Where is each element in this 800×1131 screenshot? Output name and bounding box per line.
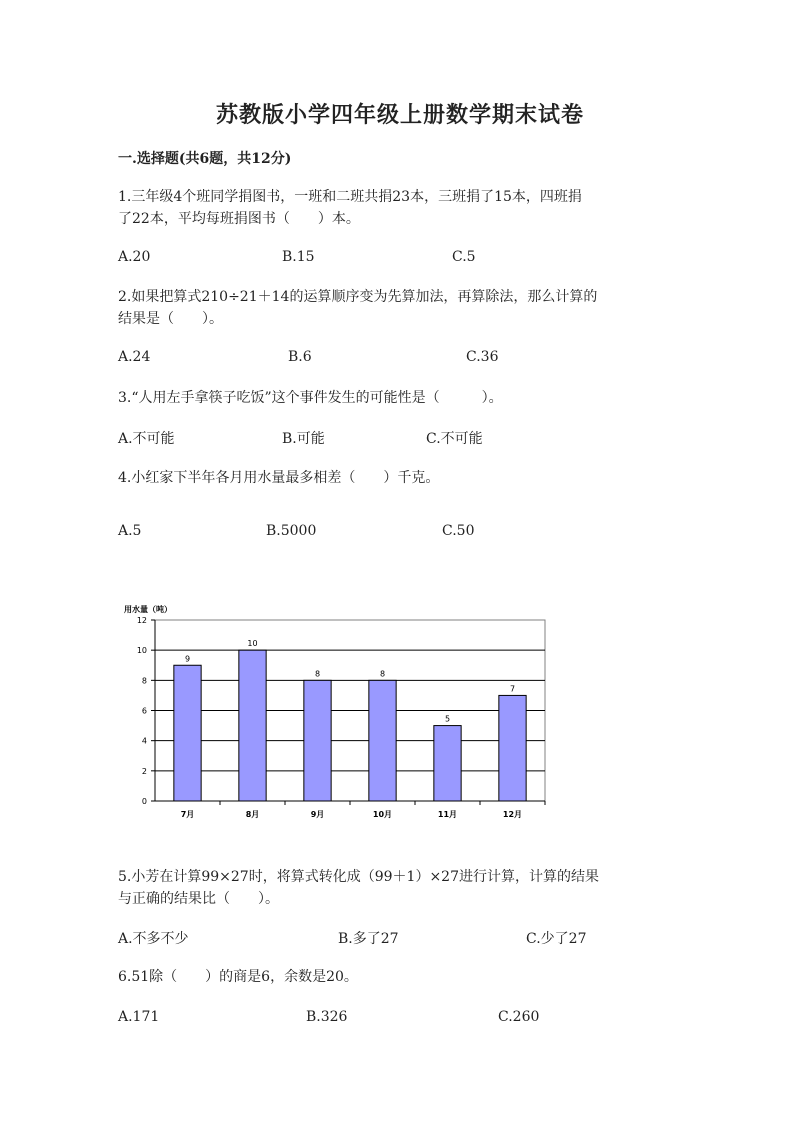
bar [174,665,201,801]
data-label: 7 [509,684,516,694]
question-1-options [118,249,718,269]
data-label: 8 [379,669,386,679]
option-a[interactable]: A.24 [118,349,151,365]
question-text-line: 结果是（ ）。 [118,311,223,327]
option-b[interactable]: B.多了27 [338,931,399,947]
question-4-options [118,523,718,543]
y-tick-label: 10 [136,646,147,656]
question-5 [118,866,678,910]
bar [369,680,396,801]
x-tick-label: 8月 [245,810,260,819]
option-c[interactable]: C.不可能 [426,431,483,447]
bar [304,680,331,801]
option-b[interactable]: B.326 [306,1009,348,1025]
x-tick-label: 10月 [372,810,393,819]
option-a[interactable]: A.不可能 [118,431,175,447]
question-text-line: 1.三年级4个班同学捐图书，一班和二班共捐23本，三班捐了15本，四班捐 [118,189,582,205]
x-tick-label: 12月 [502,810,523,819]
option-a[interactable]: A.不多不少 [118,931,189,947]
question-5-options [118,928,718,948]
x-tick-label: 9月 [310,810,325,819]
y-tick-label: 0 [141,797,147,806]
question-6-options [118,1009,718,1029]
option-c[interactable]: C.少了27 [526,931,587,947]
y-axis-label: 用水量（吨） [124,605,172,614]
question-1 [118,186,678,230]
question-text-line: 5.小芳在计算99×27时，将算式转化成（99＋1）×27进行计算，计算的结果 [118,869,599,885]
question-text-line: 2.如果把算式210÷21＋14的运算顺序变为先算加法，再算除法，那么计算的 [118,289,598,305]
question-text-line: 了22本，平均每班捐图书（ ）本。 [118,211,360,227]
option-c[interactable]: C.50 [442,523,475,539]
option-a[interactable]: A.20 [118,249,151,265]
option-b[interactable]: B.6 [288,349,312,365]
option-b[interactable]: B.15 [282,249,315,265]
option-c[interactable]: C.5 [452,249,476,265]
question-text-line: 6.51除（ ）的商是6，余数是20。 [118,969,358,985]
bar [434,726,461,801]
x-tick-label: 11月 [437,810,458,819]
data-label: 9 [184,654,191,664]
water-usage-bar-chart [110,598,560,833]
question-4 [118,467,678,489]
data-label: 5 [444,714,451,724]
question-text-line: 3.“人用左手拿筷子吃饭”这个事件发生的可能性是（ ）。 [118,390,503,406]
question-2 [118,286,678,330]
x-tick-label: 7月 [180,810,195,819]
bar [239,650,266,801]
option-a[interactable]: A.171 [118,1009,160,1025]
y-tick-label: 8 [141,676,147,686]
question-3-options [118,428,718,448]
question-2-options [118,349,718,369]
question-6 [118,966,678,988]
option-c[interactable]: C.36 [466,349,499,365]
option-a[interactable]: A.5 [118,523,142,539]
y-tick-label: 6 [141,706,147,716]
data-label: 10 [247,639,258,649]
data-label: 8 [314,669,321,679]
y-tick-label: 4 [141,736,147,746]
section-heading: 一.选择题(共6题，共12分) [118,151,292,167]
option-c[interactable]: C.260 [498,1009,540,1025]
question-text-line: 4.小红家下半年各月用水量最多相差（ ）千克。 [118,470,440,486]
bar [499,695,526,801]
question-3 [118,387,678,409]
y-tick-label: 12 [136,616,147,625]
page-title: 苏教版小学四年级上册数学期末试卷 [215,102,584,128]
question-text-line: 与正确的结果比（ ）。 [118,891,279,907]
option-b[interactable]: B.5000 [266,523,317,539]
y-tick-label: 2 [141,766,147,776]
option-b[interactable]: B.可能 [282,431,325,447]
